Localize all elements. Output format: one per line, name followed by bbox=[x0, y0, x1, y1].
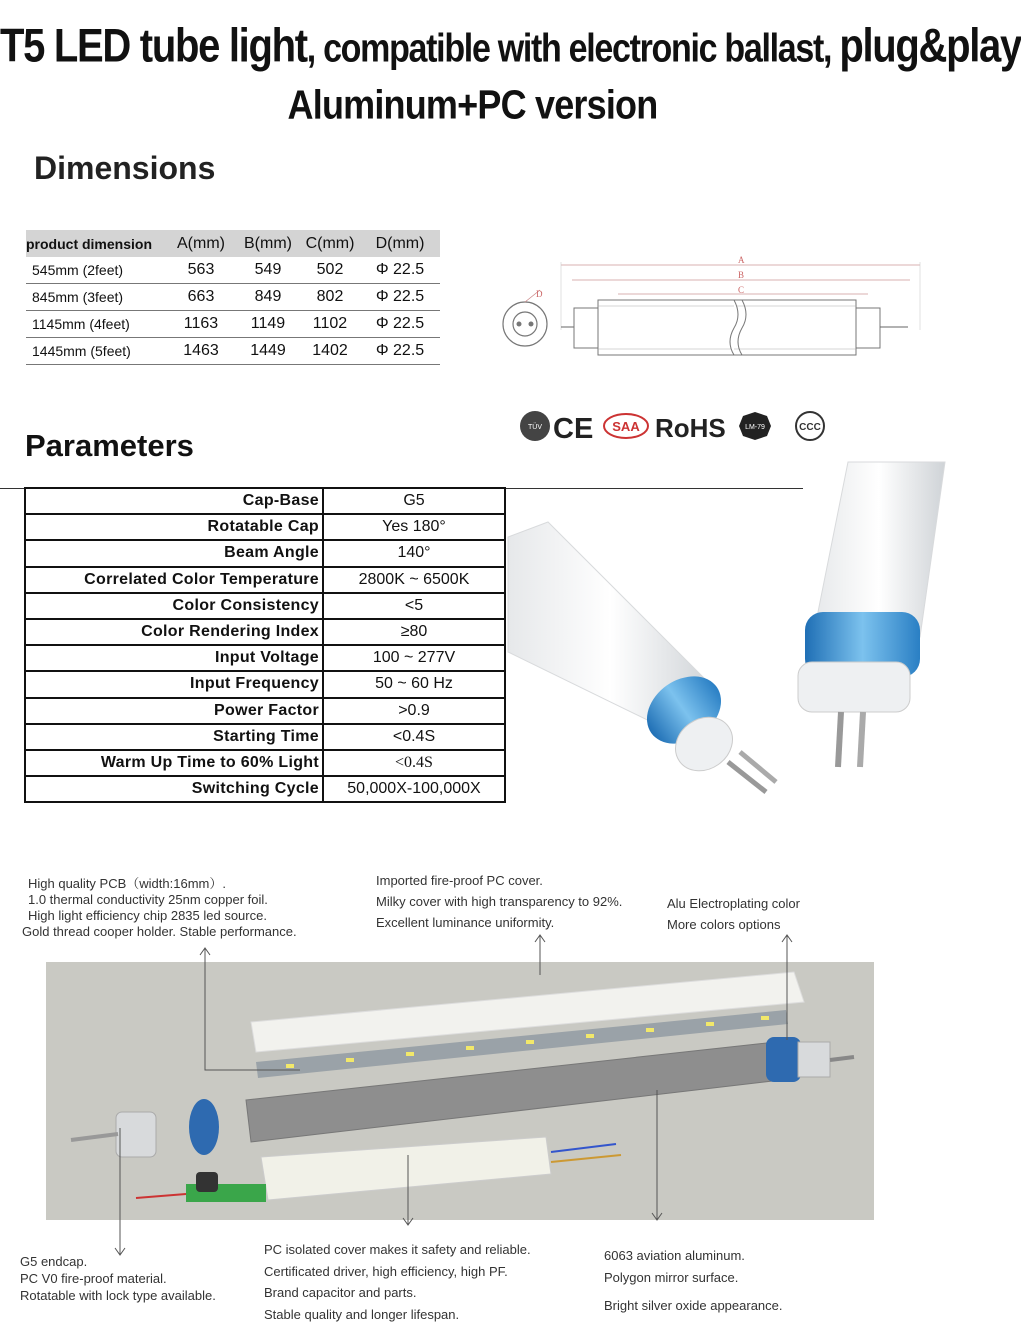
col-b: B(mm) bbox=[236, 230, 300, 257]
callout-arrows bbox=[0, 930, 945, 1280]
col-d: D(mm) bbox=[360, 230, 440, 257]
callout-line: 1.0 thermal conductivity 25nm copper foil. bbox=[28, 892, 268, 907]
param-value: 100 ~ 277V bbox=[323, 645, 505, 671]
dimensions-table bbox=[26, 230, 440, 365]
param-label: Input Voltage bbox=[25, 645, 323, 671]
cell-d: Φ 22.5 bbox=[360, 338, 440, 365]
left-cap bbox=[574, 308, 598, 348]
pin-right-2 bbox=[860, 712, 863, 767]
col-c: C(mm) bbox=[300, 230, 360, 257]
table-row bbox=[26, 338, 440, 365]
callout-line: Milky cover with high transparency to 92%. bbox=[376, 894, 623, 909]
param-value: <5 bbox=[323, 593, 505, 619]
certification-marks bbox=[517, 407, 832, 445]
cell-b: 1149 bbox=[236, 311, 300, 338]
callout-line: PC V0 fire-proof material. bbox=[20, 1271, 167, 1286]
param-label: Starting Time bbox=[25, 724, 323, 750]
callout-line: Excellent luminance uniformity. bbox=[376, 915, 555, 930]
param-value: >0.9 bbox=[323, 698, 505, 724]
param-label: Beam Angle bbox=[25, 540, 323, 566]
cell-a: 663 bbox=[166, 284, 236, 311]
cell-a: 563 bbox=[166, 257, 236, 284]
col-product: product dimension bbox=[26, 230, 166, 257]
title-product: T5 LED tube light bbox=[0, 19, 307, 72]
arrow-heads bbox=[115, 935, 792, 1255]
endcap-right bbox=[798, 662, 910, 712]
param-label: Correlated Color Temperature bbox=[25, 567, 323, 593]
tuv-mark: TÜV bbox=[528, 424, 542, 431]
col-a: A(mm) bbox=[166, 230, 236, 257]
title-line-1 bbox=[0, 19, 1021, 73]
tube-product-photo bbox=[508, 462, 945, 842]
parameters-heading: Parameters bbox=[25, 428, 194, 463]
table-row bbox=[25, 698, 505, 724]
ce-mark: CE bbox=[553, 413, 594, 445]
callout-line: High light efficiency chip 2835 led source. bbox=[28, 908, 267, 923]
cell-b: 849 bbox=[236, 284, 300, 311]
cell-d: Φ 22.5 bbox=[360, 284, 440, 311]
callout-aluminum bbox=[604, 1245, 783, 1317]
param-label: Input Frequency bbox=[25, 671, 323, 697]
ccc-mark: CCC bbox=[799, 422, 821, 433]
param-value: Yes 180° bbox=[323, 514, 505, 540]
table-row bbox=[25, 671, 505, 697]
end-view-outer bbox=[503, 302, 547, 346]
param-value: <0.4S bbox=[323, 750, 505, 776]
table-row bbox=[25, 750, 505, 776]
parameters-table bbox=[24, 487, 506, 803]
callout-line: More colors options bbox=[667, 917, 781, 932]
cell-c: 502 bbox=[300, 257, 360, 284]
cell-c: 1402 bbox=[300, 338, 360, 365]
cell-name: 845mm (3feet) bbox=[26, 284, 166, 311]
table-row bbox=[26, 311, 440, 338]
callout-line: G5 endcap. bbox=[20, 1254, 88, 1269]
callout-driver bbox=[264, 1239, 531, 1325]
callout-pc-cover bbox=[376, 870, 622, 933]
callout-line: Imported fire-proof PC cover. bbox=[376, 873, 543, 888]
table-row bbox=[25, 724, 505, 750]
callout-pcb bbox=[22, 876, 297, 940]
tube-dimension-drawing bbox=[498, 250, 928, 365]
cell-a: 1163 bbox=[166, 311, 236, 338]
param-label: Color Rendering Index bbox=[25, 619, 323, 645]
param-value: G5 bbox=[323, 488, 505, 514]
callout-line: Alu Electroplating color bbox=[667, 896, 800, 911]
pin-right-1 bbox=[838, 712, 841, 767]
callout-line: Rotatable with lock type available. bbox=[20, 1288, 216, 1303]
callout-line: Brand capacitor and parts. bbox=[264, 1285, 417, 1300]
lm79-mark: LM-79 bbox=[745, 424, 765, 431]
tube-right-body bbox=[813, 462, 945, 637]
label-d: D bbox=[536, 289, 543, 299]
title-plugplay: plug&play bbox=[839, 19, 1021, 72]
label-c: C bbox=[738, 285, 745, 295]
table-row bbox=[25, 488, 505, 514]
cell-name: 1445mm (5feet) bbox=[26, 338, 166, 365]
param-value: 2800K ~ 6500K bbox=[323, 567, 505, 593]
cell-d: Φ 22.5 bbox=[360, 311, 440, 338]
table-row bbox=[25, 645, 505, 671]
title-compat: , compatible with electronic ballast, bbox=[306, 25, 840, 71]
callout-line: PC isolated cover makes it safety and reliable. bbox=[264, 1242, 531, 1257]
callout-line: Certificated driver, high efficiency, high PF. bbox=[264, 1263, 508, 1279]
table-row bbox=[25, 776, 505, 802]
cell-b: 549 bbox=[236, 257, 300, 284]
table-row bbox=[25, 593, 505, 619]
cell-b: 1449 bbox=[236, 338, 300, 365]
param-value: 50 ~ 60 Hz bbox=[323, 671, 505, 697]
callout-endcap bbox=[20, 1253, 216, 1304]
table-row bbox=[25, 540, 505, 566]
table-row bbox=[25, 514, 505, 540]
table-row bbox=[25, 619, 505, 645]
end-pin-right bbox=[529, 322, 534, 327]
dimensions-heading: Dimensions bbox=[34, 150, 216, 186]
callout-line: 6063 aviation aluminum. bbox=[604, 1248, 745, 1263]
param-value: 50,000X-100,000X bbox=[323, 776, 505, 802]
param-label: Cap-Base bbox=[25, 488, 323, 514]
table-row bbox=[26, 257, 440, 284]
callout-line: Gold thread cooper holder. Stable performance. bbox=[22, 924, 297, 939]
callout-alu-color bbox=[667, 893, 800, 935]
callout-line: High quality PCB（width:16mm）. bbox=[28, 876, 226, 891]
cell-a: 1463 bbox=[166, 338, 236, 365]
cell-name: 545mm (2feet) bbox=[26, 257, 166, 284]
cell-c: 1102 bbox=[300, 311, 360, 338]
callout-line: Bright silver oxide appearance. bbox=[604, 1298, 783, 1313]
right-cap bbox=[856, 308, 880, 348]
cell-c: 802 bbox=[300, 284, 360, 311]
rohs-mark: RoHS bbox=[655, 413, 726, 443]
param-value: <0.4S bbox=[323, 724, 505, 750]
param-value: ≥80 bbox=[323, 619, 505, 645]
label-a: A bbox=[738, 255, 745, 265]
param-label: Warm Up Time to 60% Light bbox=[25, 750, 323, 776]
cell-d: Φ 22.5 bbox=[360, 257, 440, 284]
param-value: 140° bbox=[323, 540, 505, 566]
param-label: Power Factor bbox=[25, 698, 323, 724]
label-b: B bbox=[738, 270, 745, 280]
param-label: Color Consistency bbox=[25, 593, 323, 619]
table-row bbox=[26, 284, 440, 311]
saa-mark: SAA bbox=[612, 419, 640, 434]
param-label: Switching Cycle bbox=[25, 776, 323, 802]
dimensions-header-row bbox=[26, 230, 440, 257]
param-label: Rotatable Cap bbox=[25, 514, 323, 540]
table-row bbox=[25, 567, 505, 593]
title-line-2: Aluminum+PC version bbox=[287, 81, 658, 128]
callout-line: Polygon mirror surface. bbox=[604, 1270, 739, 1285]
tube-body bbox=[598, 300, 856, 355]
callout-line: Stable quality and longer lifespan. bbox=[264, 1306, 460, 1322]
cell-name: 1145mm (4feet) bbox=[26, 311, 166, 338]
end-pin-left bbox=[517, 322, 522, 327]
